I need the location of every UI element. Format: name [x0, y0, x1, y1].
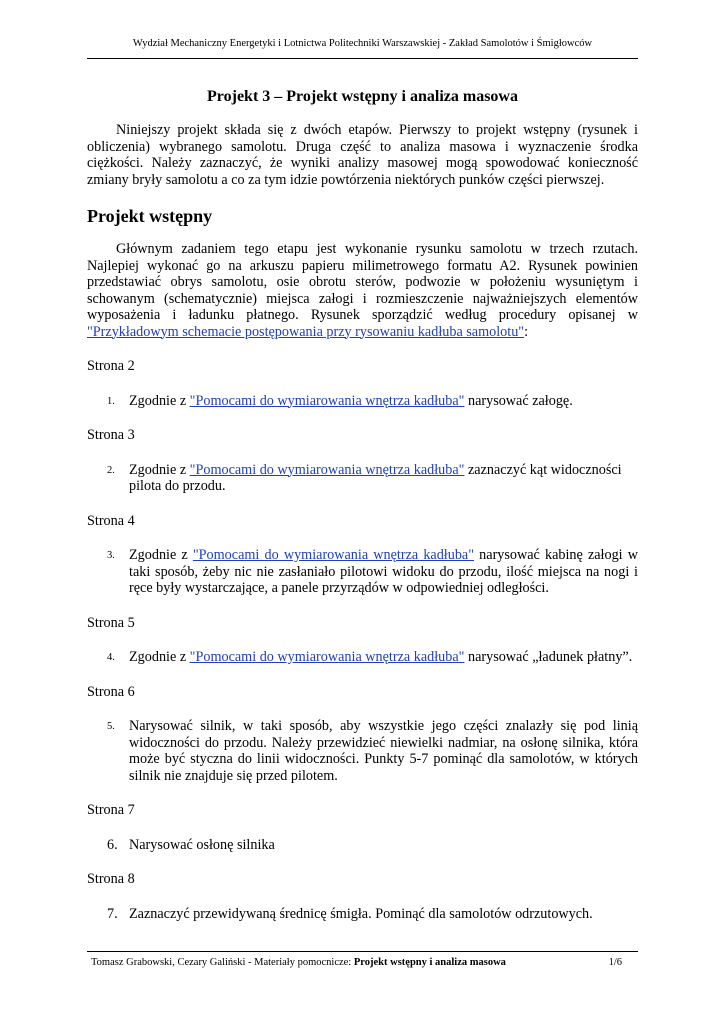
step-number: 2.	[107, 464, 115, 476]
page-label-7: Strona 7	[87, 802, 135, 818]
step-2	[87, 462, 638, 495]
step-3	[87, 547, 638, 597]
step-text: Zaznaczyć przewidywaną średnicę śmigła. Pominąć dla samolotów odrzutowych.	[129, 905, 593, 922]
step-number: 6.	[107, 836, 118, 853]
step-text: Zgodnie z	[129, 649, 190, 665]
step-text: Zgodnie z	[129, 461, 190, 478]
step-4	[87, 649, 638, 666]
section-paragraph-text: Głównym zadaniem tego etapu jest wykonanie rysunku samolotu w trzech rzutach. Najlepiej wykonać go na arkuszu papieru milimetrowego formatu A2. Rysunek powinien przedstawiać obrys samolotu, osie obrotu sterów, podwozie w położeniu wysuniętym i schowanym (schematycznie) miejsca załogi i rozmieszczenie najważniejszych elementów wyposażenia i ładunku płatnego. Rysunek sporządzić według procedury opisanej w	[87, 241, 638, 323]
step-number: 1.	[107, 395, 115, 407]
step-text: narysować kabinę załogi w taki sposób, żeby nic nie zasłaniało pilotowi widoku do przodu, ilość miejsca na nogi i ręce były wystarczające, a panele przyrządów w odpowiedniej odległości.	[129, 547, 638, 596]
page-number: 1/6	[608, 957, 622, 968]
step-number: 4.	[107, 652, 115, 663]
step-number: 3.	[107, 550, 115, 561]
pomoce-link[interactable]: "Pomocami do wymiarowania wnętrza kadłuba"	[189, 649, 465, 665]
pomoce-link[interactable]: "Pomocami do wymiarowania wnętrza kadłuba"	[189, 461, 465, 478]
page-label-8: Strona 8	[87, 871, 135, 887]
pomoce-link[interactable]: "Pomocami do wymiarowania wnętrza kadłuba"	[192, 547, 475, 563]
section-paragraph-tail: :	[524, 323, 529, 340]
step-number: 5.	[107, 721, 115, 732]
page-label-5: Strona 5	[87, 614, 135, 631]
step-text: zaznaczyć kąt widoczności pilota do przodu.	[129, 461, 622, 494]
step-5	[87, 718, 638, 784]
step-7	[87, 906, 638, 923]
footer-rule	[87, 951, 638, 952]
step-6	[87, 837, 638, 854]
intro-paragraph: Niniejszy projekt składa się z dwóch etapów. Pierwszy to projekt wstępny (rysunek i obliczenia) wybranego samolotu. Druga część to analiza masowa i wyznaczenie środka ciężkości. Należy zaznaczyć, że wyniki analizy masowej mogą spowodować konieczność zmiany bryły samolotu a co za tym idzie powtórzenia niektórych punków części pierwszej.	[87, 122, 638, 188]
document-body	[87, 88, 638, 922]
schema-link[interactable]: "Przykładowym schemacie postępowania przy rysowaniu kadłuba samolotu"	[87, 323, 525, 340]
step-text: narysować załogę.	[464, 392, 573, 409]
page-label-4: Strona 4	[87, 512, 135, 529]
step-1	[87, 393, 638, 410]
pomoce-link[interactable]: "Pomocami do wymiarowania wnętrza kadłuba"	[189, 392, 465, 409]
step-text: narysować „ładunek płatny”.	[464, 649, 633, 665]
step-text: Zgodnie z	[129, 547, 193, 563]
step-number: 7.	[107, 905, 118, 922]
page-label-2: Strona 2	[87, 358, 135, 374]
section-heading: Projekt wstępny	[87, 206, 213, 226]
footer-authors: Tomasz Grabowski, Cezary Galiński - Materiały pomocnicze:	[91, 957, 354, 968]
section-paragraph	[87, 241, 638, 340]
step-text: Narysować osłonę silnika	[129, 836, 275, 853]
footer-title: Projekt wstępny i analiza masowa	[353, 957, 506, 968]
running-footer	[91, 957, 622, 968]
document-title: Projekt 3 – Projekt wstępny i analiza masowa	[207, 88, 518, 105]
step-text: Narysować silnik, w taki sposób, aby wszystkie jego części znalazły się pod linią widoczności do przodu. Należy przewidzieć niewielki nadmiar, na osłonę silnika, która może być styczna do linii widoczności. Punkty 5-7 pominąć dla samolotów, w których silnik nie znajduje się przed pilotem.	[129, 718, 638, 784]
page-label-3: Strona 3	[87, 427, 135, 443]
running-header: Wydział Mechaniczny Energetyki i Lotnictwa Politechniki Warszawskiej - Zakład Samolotów i Śmigłowców	[132, 38, 593, 49]
page-label-6: Strona 6	[87, 683, 135, 700]
step-text: Zgodnie z	[129, 392, 190, 409]
header-rule	[87, 58, 638, 59]
